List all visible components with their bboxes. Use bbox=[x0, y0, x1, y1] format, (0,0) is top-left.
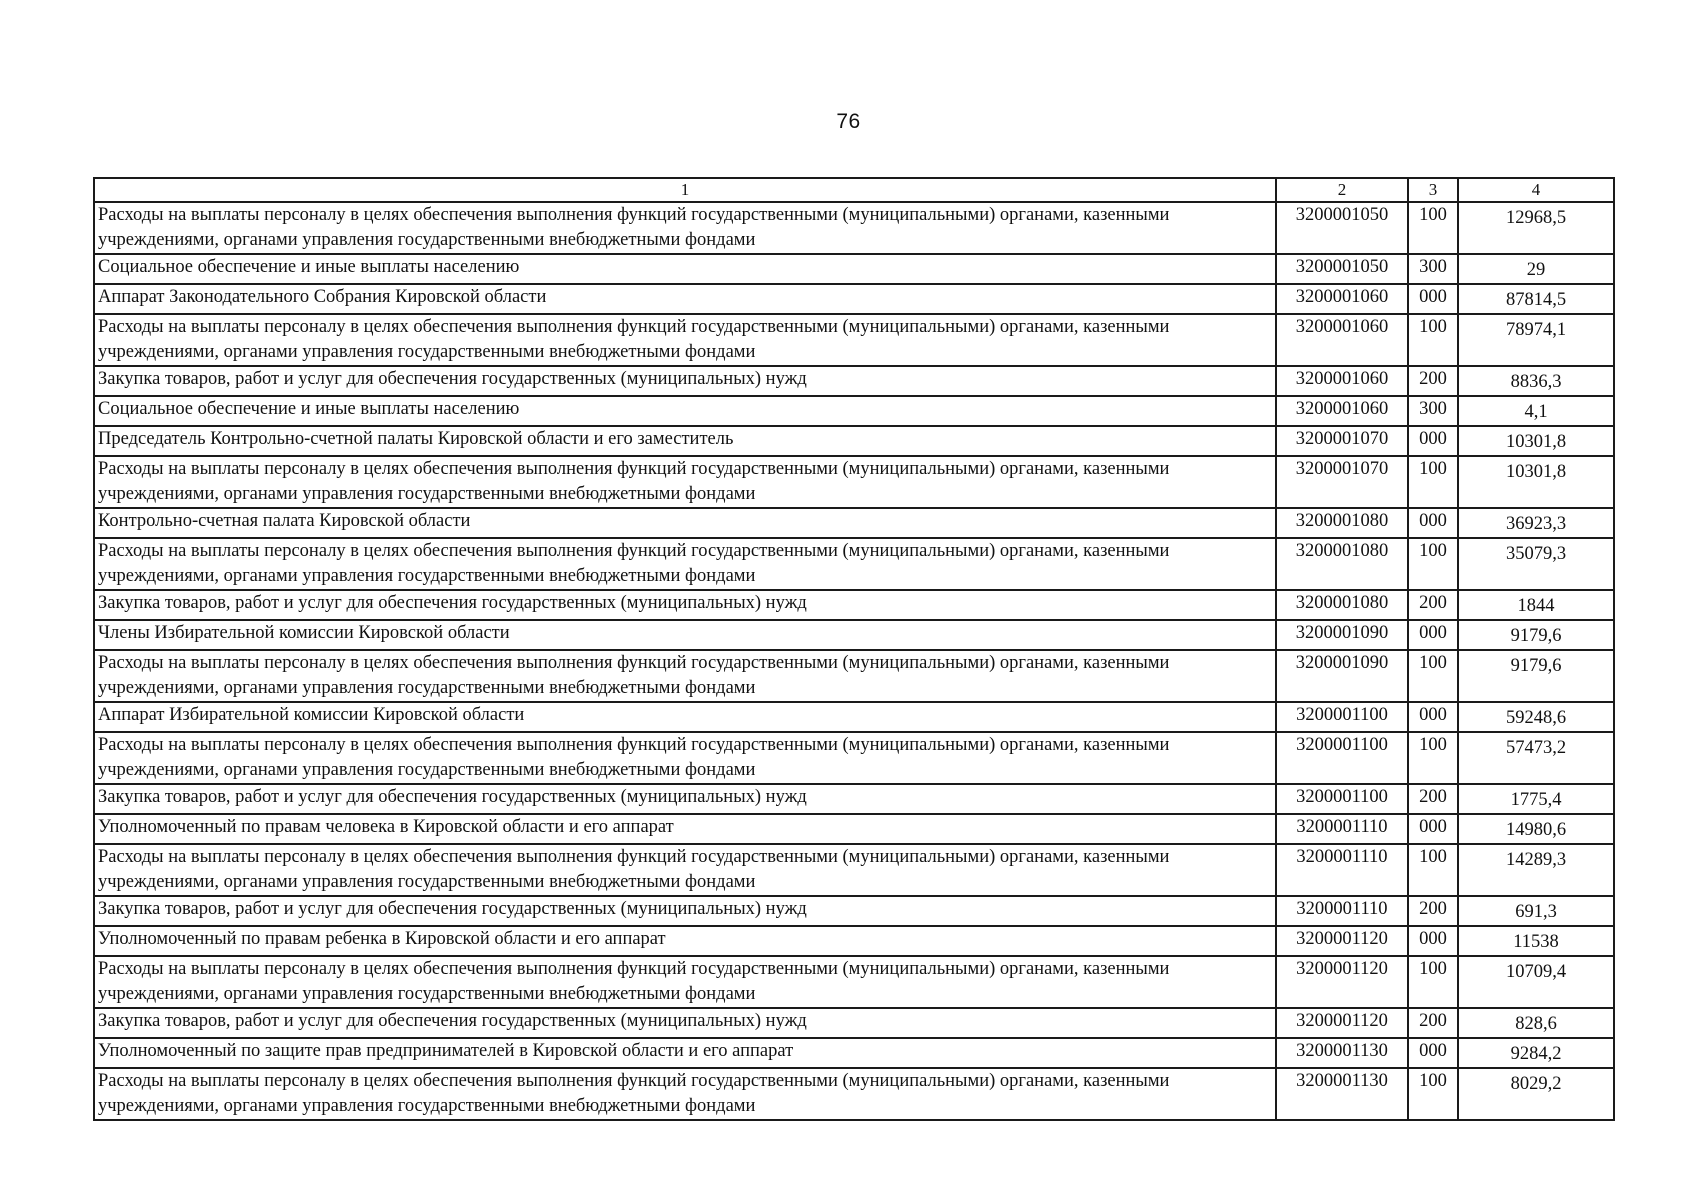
table-row bbox=[94, 426, 1614, 456]
row-type-cell: 100 bbox=[1408, 538, 1458, 590]
row-name-cell: Контрольно-счетная палата Кировской области bbox=[94, 508, 1276, 538]
row-name-cell: Закупка товаров, работ и услуг для обеспечения государственных (муниципальных) нужд bbox=[94, 784, 1276, 814]
row-sum-cell: 1775,4 bbox=[1458, 784, 1614, 814]
row-name-cell: Закупка товаров, работ и услуг для обеспечения государственных (муниципальных) нужд bbox=[94, 896, 1276, 926]
table-row bbox=[94, 538, 1614, 590]
table-row bbox=[94, 202, 1614, 254]
row-type-cell: 100 bbox=[1408, 314, 1458, 366]
row-sum-cell: 8836,3 bbox=[1458, 366, 1614, 396]
row-name-cell: Расходы на выплаты персоналу в целях обеспечения выполнения функций государственными (муниципальными) органами, казенными учреждениями, органами управления государственными внебюджетными фондами bbox=[94, 202, 1276, 254]
row-sum-cell: 8029,2 bbox=[1458, 1068, 1614, 1120]
row-name-cell: Расходы на выплаты персоналу в целях обеспечения выполнения функций государственными (муниципальными) органами, казенными учреждениями, органами управления государственными внебюджетными фондами bbox=[94, 314, 1276, 366]
row-name-cell: Закупка товаров, работ и услуг для обеспечения государственных (муниципальных) нужд bbox=[94, 366, 1276, 396]
table-row bbox=[94, 1068, 1614, 1120]
row-code-cell: 3200001110 bbox=[1276, 896, 1408, 926]
row-type-cell: 200 bbox=[1408, 1008, 1458, 1038]
table-row bbox=[94, 590, 1614, 620]
row-sum-cell: 9284,2 bbox=[1458, 1038, 1614, 1068]
table-row bbox=[94, 508, 1614, 538]
row-code-cell: 3200001100 bbox=[1276, 732, 1408, 784]
table-row bbox=[94, 896, 1614, 926]
row-code-cell: 3200001110 bbox=[1276, 814, 1408, 844]
row-name-cell: Расходы на выплаты персоналу в целях обеспечения выполнения функций государственными (муниципальными) органами, казенными учреждениями, органами управления государственными внебюджетными фондами bbox=[94, 732, 1276, 784]
row-name-cell: Председатель Контрольно-счетной палаты Кировской области и его заместитель bbox=[94, 426, 1276, 456]
table-header-row bbox=[94, 178, 1614, 202]
row-sum-cell: 10301,8 bbox=[1458, 456, 1614, 508]
row-code-cell: 3200001100 bbox=[1276, 702, 1408, 732]
row-code-cell: 3200001070 bbox=[1276, 456, 1408, 508]
row-sum-cell: 10301,8 bbox=[1458, 426, 1614, 456]
row-name-cell: Закупка товаров, работ и услуг для обеспечения государственных (муниципальных) нужд bbox=[94, 1008, 1276, 1038]
row-sum-cell: 87814,5 bbox=[1458, 284, 1614, 314]
row-type-cell: 000 bbox=[1408, 926, 1458, 956]
row-type-cell: 300 bbox=[1408, 254, 1458, 284]
row-name-cell: Члены Избирательной комиссии Кировской области bbox=[94, 620, 1276, 650]
row-code-cell: 3200001120 bbox=[1276, 956, 1408, 1008]
row-code-cell: 3200001100 bbox=[1276, 784, 1408, 814]
row-type-cell: 100 bbox=[1408, 202, 1458, 254]
row-code-cell: 3200001060 bbox=[1276, 314, 1408, 366]
table-row bbox=[94, 956, 1614, 1008]
row-sum-cell: 9179,6 bbox=[1458, 650, 1614, 702]
row-code-cell: 3200001120 bbox=[1276, 926, 1408, 956]
table-row bbox=[94, 314, 1614, 366]
row-type-cell: 000 bbox=[1408, 508, 1458, 538]
table-row bbox=[94, 284, 1614, 314]
table-row bbox=[94, 1008, 1614, 1038]
row-code-cell: 3200001050 bbox=[1276, 202, 1408, 254]
row-name-cell: Расходы на выплаты персоналу в целях обеспечения выполнения функций государственными (муниципальными) органами, казенными учреждениями, органами управления государственными внебюджетными фондами bbox=[94, 1068, 1276, 1120]
row-code-cell: 3200001080 bbox=[1276, 590, 1408, 620]
row-sum-cell: 29 bbox=[1458, 254, 1614, 284]
table-row bbox=[94, 366, 1614, 396]
row-code-cell: 3200001050 bbox=[1276, 254, 1408, 284]
header-col-2: 2 bbox=[1276, 178, 1408, 202]
row-code-cell: 3200001110 bbox=[1276, 844, 1408, 896]
row-name-cell: Расходы на выплаты персоналу в целях обеспечения выполнения функций государственными (муниципальными) органами, казенными учреждениями, органами управления государственными внебюджетными фондами bbox=[94, 456, 1276, 508]
row-type-cell: 200 bbox=[1408, 590, 1458, 620]
row-sum-cell: 4,1 bbox=[1458, 396, 1614, 426]
table-row bbox=[94, 784, 1614, 814]
row-sum-cell: 12968,5 bbox=[1458, 202, 1614, 254]
row-name-cell: Расходы на выплаты персоналу в целях обеспечения выполнения функций государственными (муниципальными) органами, казенными учреждениями, органами управления государственными внебюджетными фондами bbox=[94, 956, 1276, 1008]
row-type-cell: 000 bbox=[1408, 426, 1458, 456]
row-sum-cell: 1844 bbox=[1458, 590, 1614, 620]
row-code-cell: 3200001130 bbox=[1276, 1068, 1408, 1120]
row-sum-cell: 59248,6 bbox=[1458, 702, 1614, 732]
row-name-cell: Социальное обеспечение и иные выплаты населению bbox=[94, 396, 1276, 426]
row-name-cell: Уполномоченный по защите прав предпринимателей в Кировской области и его аппарат bbox=[94, 1038, 1276, 1068]
table-body bbox=[94, 202, 1614, 1120]
row-name-cell: Расходы на выплаты персоналу в целях обеспечения выполнения функций государственными (муниципальными) органами, казенными учреждениями, органами управления государственными внебюджетными фондами bbox=[94, 844, 1276, 896]
row-type-cell: 200 bbox=[1408, 896, 1458, 926]
header-col-4: 4 bbox=[1458, 178, 1614, 202]
row-code-cell: 3200001080 bbox=[1276, 538, 1408, 590]
row-code-cell: 3200001060 bbox=[1276, 366, 1408, 396]
row-sum-cell: 36923,3 bbox=[1458, 508, 1614, 538]
row-type-cell: 000 bbox=[1408, 284, 1458, 314]
table-row bbox=[94, 1038, 1614, 1068]
row-code-cell: 3200001090 bbox=[1276, 650, 1408, 702]
row-type-cell: 100 bbox=[1408, 732, 1458, 784]
header-col-3: 3 bbox=[1408, 178, 1458, 202]
table-row bbox=[94, 620, 1614, 650]
table-row bbox=[94, 456, 1614, 508]
header-col-1: 1 bbox=[94, 178, 1276, 202]
row-type-cell: 200 bbox=[1408, 366, 1458, 396]
row-code-cell: 3200001080 bbox=[1276, 508, 1408, 538]
table-row bbox=[94, 926, 1614, 956]
row-name-cell: Уполномоченный по правам человека в Кировской области и его аппарат bbox=[94, 814, 1276, 844]
row-type-cell: 000 bbox=[1408, 620, 1458, 650]
budget-table bbox=[93, 177, 1615, 1121]
table-row bbox=[94, 650, 1614, 702]
row-name-cell: Аппарат Законодательного Собрания Кировской области bbox=[94, 284, 1276, 314]
row-code-cell: 3200001060 bbox=[1276, 396, 1408, 426]
row-type-cell: 100 bbox=[1408, 844, 1458, 896]
row-type-cell: 000 bbox=[1408, 814, 1458, 844]
table-row bbox=[94, 254, 1614, 284]
row-sum-cell: 828,6 bbox=[1458, 1008, 1614, 1038]
table-row bbox=[94, 396, 1614, 426]
page-number: 76 bbox=[836, 110, 861, 133]
row-sum-cell: 11538 bbox=[1458, 926, 1614, 956]
row-type-cell: 100 bbox=[1408, 956, 1458, 1008]
row-sum-cell: 9179,6 bbox=[1458, 620, 1614, 650]
row-code-cell: 3200001130 bbox=[1276, 1038, 1408, 1068]
row-code-cell: 3200001120 bbox=[1276, 1008, 1408, 1038]
row-type-cell: 200 bbox=[1408, 784, 1458, 814]
row-name-cell: Социальное обеспечение и иные выплаты населению bbox=[94, 254, 1276, 284]
row-type-cell: 000 bbox=[1408, 702, 1458, 732]
row-sum-cell: 78974,1 bbox=[1458, 314, 1614, 366]
row-sum-cell: 35079,3 bbox=[1458, 538, 1614, 590]
row-sum-cell: 10709,4 bbox=[1458, 956, 1614, 1008]
row-name-cell: Уполномоченный по правам ребенка в Кировской области и его аппарат bbox=[94, 926, 1276, 956]
row-sum-cell: 14980,6 bbox=[1458, 814, 1614, 844]
table-row bbox=[94, 732, 1614, 784]
row-code-cell: 3200001070 bbox=[1276, 426, 1408, 456]
row-name-cell: Расходы на выплаты персоналу в целях обеспечения выполнения функций государственными (муниципальными) органами, казенными учреждениями, органами управления государственными внебюджетными фондами bbox=[94, 538, 1276, 590]
row-type-cell: 300 bbox=[1408, 396, 1458, 426]
row-code-cell: 3200001060 bbox=[1276, 284, 1408, 314]
row-name-cell: Закупка товаров, работ и услуг для обеспечения государственных (муниципальных) нужд bbox=[94, 590, 1276, 620]
row-code-cell: 3200001090 bbox=[1276, 620, 1408, 650]
row-type-cell: 100 bbox=[1408, 650, 1458, 702]
row-name-cell: Расходы на выплаты персоналу в целях обеспечения выполнения функций государственными (муниципальными) органами, казенными учреждениями, органами управления государственными внебюджетными фондами bbox=[94, 650, 1276, 702]
table-row bbox=[94, 702, 1614, 732]
row-type-cell: 000 bbox=[1408, 1038, 1458, 1068]
row-sum-cell: 691,3 bbox=[1458, 896, 1614, 926]
row-sum-cell: 57473,2 bbox=[1458, 732, 1614, 784]
table-row bbox=[94, 844, 1614, 896]
row-sum-cell: 14289,3 bbox=[1458, 844, 1614, 896]
row-type-cell: 100 bbox=[1408, 456, 1458, 508]
row-type-cell: 100 bbox=[1408, 1068, 1458, 1120]
row-name-cell: Аппарат Избирательной комиссии Кировской области bbox=[94, 702, 1276, 732]
table-row bbox=[94, 814, 1614, 844]
